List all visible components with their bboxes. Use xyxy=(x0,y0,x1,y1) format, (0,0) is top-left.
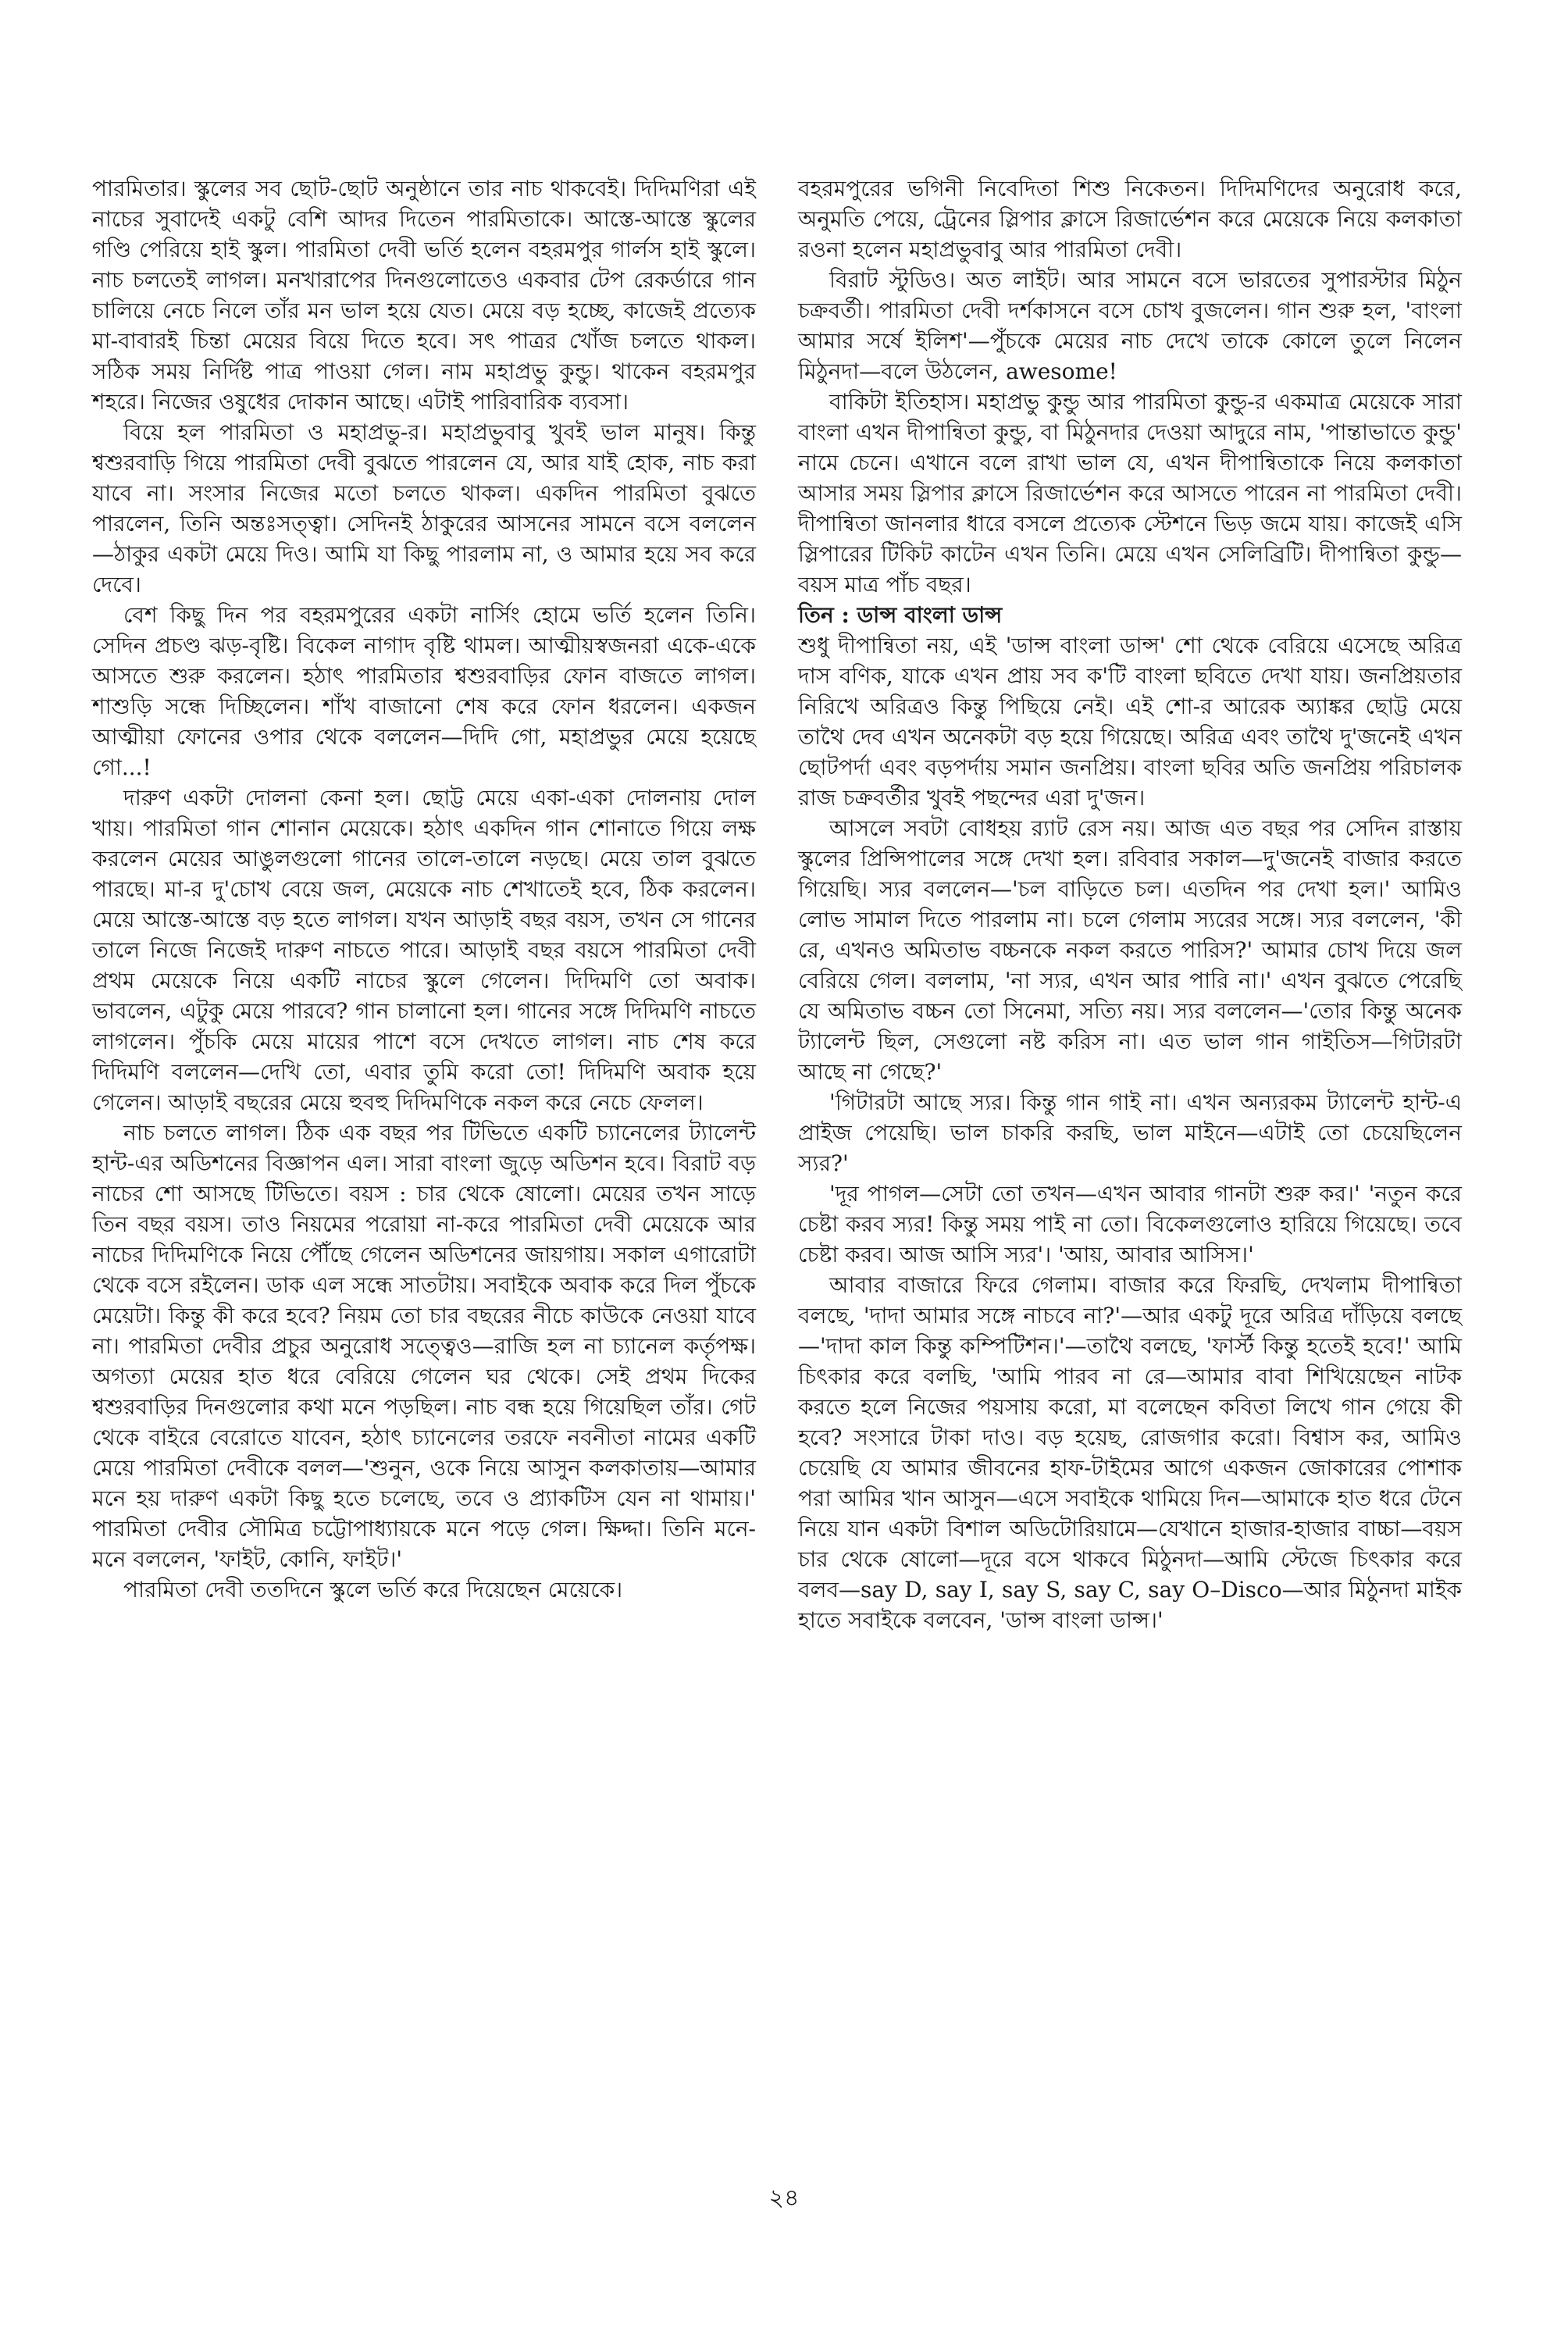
section-heading: তিন : ডান্স বাংলা ডান্স xyxy=(798,602,1003,628)
paragraph: 'গিটারটা আছে স্যর। কিন্তু গান গাই না। এখন অন্যরকম ট্যালেন্ট হান্ট-এ প্রাইজ পেয়েছি। ভাল চাকরি করছি, ভাল মাইনে—এটাই তো চেয়েছিলেন স্যর?' xyxy=(798,1089,1462,1176)
paragraph: বাকিটা ইতিহাস। মহাপ্রভু কুন্ডু আর পারমিতা কুন্ডু-র একমাত্র মেয়েকে সারা বাংলা এখন দীপান্বিতা কুন্ডু, বা মিঠুনদার দেওয়া আদুরে নাম, 'পান্তাভাতে কুন্ডু' নামে চেনে। এখানে বলে রাখা ভাল যে, এখন দীপান্বিতাকে নিয়ে কলকাতা আসার সময় স্লিপার ক্লাসে রিজার্ভেশন করে আসতে পারেন না পারমিতা দেবী। দীপান্বিতা জানলার ধারে বসলে প্রত্যেক স্টেশনে ভিড় জমে যায়। কাজেই এসি স্লিপারের টিকিট কাটেন এখন তিনি। মেয়ে এখন সেলিব্রিটি। দীপান্বিতা কুন্ডু—বয়স মাত্র পাঁচ বছর। xyxy=(798,389,1462,597)
right-column xyxy=(798,173,1462,1635)
paragraph: নাচ চলতে লাগল। ঠিক এক বছর পর টিভিতে একটি চ্যানেলের ট্যালেন্ট হান্ট-এর অডিশনের বিজ্ঞাপন এল। সারা বাংলা জুড়ে অডিশন হবে। বিরাট বড় নাচের শো আসছে টিভিতে। বয়স : চার থেকে ষোলো। মেয়ের তখন সাড়ে তিন বছর বয়স। তাও নিয়মের পরোয়া না-করে পারমিতা দেবী মেয়েকে আর নাচের দিদিমণিকে নিয়ে পৌঁছে গেলেন অডিশনের জায়গায়। সকাল এগারোটা থেকে বসে রইলেন। ডাক এল সন্ধে সাতটায়। সবাইকে অবাক করে দিল পুঁচকে মেয়েটা। কিন্তু কী করে হবে? নিয়ম তো চার বছরের নীচে কাউকে নেওয়া যাবে না। পারমিতা দেবীর প্রচুর অনুরোধ সত্ত্বেও—রাজি হল না চ্যানেল কর্তৃপক্ষ। অগত্যা মেয়ের হাত ধরে বেরিয়ে গেলেন ঘর থেকে। সেই প্রথম দিকের শ্বশুরবাড়ির দিনগুলোর কথা মনে পড়ছিল। নাচ বন্ধ হয়ে গিয়েছিল তাঁর। গেট থেকে বাইরে বেরোতে যাবেন, হঠাৎ চ্যানেলের তরফে নবনীতা নামের একটি মেয়ে পারমিতা দেবীকে বলল—'শুনুন, ওকে নিয়ে আসুন কলকাতায়—আমার মনে হয় দারুণ একটা কিছু হতে চলেছে, তবে ও প্র্যাকটিস যেন না থামায়।' পারমিতা দেবীর সৌমিত্র চট্টোপাধ্যায়কে মনে পড়ে গেল। ক্ষিদ্দা। তিনি মনে-মনে বললেন, 'ফাইট, কোনি, ফাইট।' xyxy=(92,1120,756,1572)
page-number: ২৪ xyxy=(768,2184,800,2212)
left-column xyxy=(92,173,756,1605)
paragraph: পারমিতা দেবী ততদিনে স্কুলে ভর্তি করে দিয়েছেন মেয়েকে। xyxy=(123,1577,623,1603)
paragraph: 'দূর পাগল—সেটা তো তখন—এখন আবার গানটা শুরু কর।' 'নতুন করে চেষ্টা করব স্যর! কিন্তু সময় পাই না তো। বিকেলগুলোও হারিয়ে গিয়েছে। তবে চেষ্টা করব। আজ আসি স্যর'। 'আয়, আবার আসিস।' xyxy=(798,1181,1462,1268)
paragraph: বিয়ে হল পারমিতা ও মহাপ্রভু-র। মহাপ্রভুবাবু খুবই ভাল মানুষ। কিন্তু শ্বশুরবাড়ি গিয়ে পারমিতা দেবী বুঝতে পারলেন যে, আর যাই হোক, নাচ করা যাবে না। সংসার নিজের মতো চলতে থাকল। একদিন পারমিতা বুঝতে পারলেন, তিনি অন্তঃসত্ত্বা। সেদিনই ঠাকুরের আসনের সামনে বসে বললেন—ঠাকুর একটা মেয়ে দিও। আমি যা কিছু পারলাম না, ও আমার হয়ে সব করে দেবে। xyxy=(92,419,756,597)
paragraph: বেশ কিছু দিন পর বহরমপুরের একটা নার্সিং হোমে ভর্তি হলেন তিনি। সেদিন প্রচণ্ড ঝড়-বৃষ্টি। বিকেল নাগাদ বৃষ্টি থামল। আত্মীয়স্বজনরা একে-একে আসতে শুরু করলেন। হঠাৎ পারমিতার শ্বশুরবাড়ির ফোন বাজতে লাগল। শাশুড়ি সন্ধে দিচ্ছিলেন। শাঁখ বাজানো শেষ করে ফোন ধরলেন। একজন আত্মীয়া ফোনের ওপার থেকে বললেন—দিদি গো, মহাপ্রভুর মেয়ে হয়েছে গো...! xyxy=(92,602,756,780)
paragraph: পারমিতার। স্কুলের সব ছোট-ছোট অনুষ্ঠানে তার নাচ থাকবেই। দিদিমণিরা এই নাচের সুবাদেই একটু বেশি আদর দিতেন পারমিতাকে। আস্তে-আস্তে স্কুলের গণ্ডি পেরিয়ে হাই স্কুল। পারমিতা দেবী ভর্তি হলেন বহরমপুর গার্লস হাই স্কুলে। নাচ চলতেই লাগল। মনখারাপের দিনগুলোতেও একবার টেপ রেকর্ডারে গান চালিয়ে নেচে নিলে তাঁর মন ভাল হয়ে যেত। মেয়ে বড় হচ্ছে, কাজেই প্রত্যেক মা-বাবারই চিন্তা মেয়ের বিয়ে দিতে হবে। সৎ পাত্রর খোঁজ চলতে থাকল। সঠিক সময় নির্দিষ্ট পাত্র পাওয়া গেল। নাম মহাপ্রভু কুন্ডু। থাকেন বহরমপুর শহরে। নিজের ওষুধের দোকান আছে। এটাই পারিবারিক ব্যবসা। xyxy=(92,176,756,415)
paragraph: বহরমপুরের ভগিনী নিবেদিতা শিশু নিকেতন। দিদিমণিদের অনুরোধ করে, অনুমতি পেয়ে, ট্রেনের স্লিপার ক্লাসে রিজার্ভেশন করে মেয়েকে নিয়ে কলকাতা রওনা হলেন মহাপ্রভুবাবু আর পারমিতা দেবী। xyxy=(798,176,1462,262)
paragraph: বিরাট স্টুডিও। অত লাইট। আর সামনে বসে ভারতের সুপারস্টার মিঠুন চক্রবর্তী। পারমিতা দেবী দর্শকাসনে বসে চোখ বুজলেন। গান শুরু হল, 'বাংলা আমার সর্ষে ইলিশ'—পুঁচকে মেয়ের নাচ দেখে তাকে কোলে তুলে নিলেন মিঠুনদা—বলে উঠলেন, awesome! xyxy=(798,267,1462,384)
paragraph: আবার বাজারে ফিরে গেলাম। বাজার করে ফিরছি, দেখলাম দীপান্বিতা বলছে, 'দাদা আমার সঙ্গে নাচবে না?'—আর একটু দূরে অরিত্র দাঁড়িয়ে বলছে—'দাদা কাল কিন্তু কম্পিটিশন।'—তাথৈ বলছে, 'ফার্স্ট কিন্তু হতেই হবে!' আমি চিৎকার করে বলছি, 'আমি পারব না রে—আমার বাবা শিখিয়েছেন নাটক করতে হলে নিজের পয়সায় করো, মা বলেছেন কবিতা লিখে গান গেয়ে কী হবে? সংসারে টাকা দাও। বড় হয়েছ, রোজগার করো। বিশ্বাস কর, আমিও চেয়েছি যে আমার জীবনের হাফ-টাইমের আগে একজন জোকারের পোশাক পরা আমির খান আসুন—এসে সবাইকে থামিয়ে দিন—আমাকে হাত ধরে টেনে নিয়ে যান একটা বিশাল অডিটোরিয়ামে—যেখানে হাজার-হাজার বাচ্চা—বয়স চার থেকে ষোলো—দূরে বসে থাকবে মিঠুনদা—আমি স্টেজে চিৎকার করে বলব—say D, say I, say S, say C, say O–Disco—আর মিঠুনদা মাইক হাতে সবাইকে বলবেন, 'ডান্স বাংলা ডান্স।' xyxy=(798,1272,1462,1633)
paragraph: শুধু দীপান্বিতা নয়, এই 'ডান্স বাংলা ডান্স' শো থেকে বেরিয়ে এসেছে অরিত্র দাস বণিক, যাকে এখন প্রায় সব ক'টি বাংলা ছবিতে দেখা যায়। জনপ্রিয়তার নিরিখে অরিত্রও কিন্তু পিছিয়ে নেই। এই শো-র আরেক অ্যাঙ্কর ছোট্ট মেয়ে তাথৈ দেব এখন অনেকটা বড় হয়ে গিয়েছে। অরিত্র এবং তাথৈ দু'জনেই এখন ছোটপর্দা এবং বড়পর্দায় সমান জনপ্রিয়। বাংলা ছবির অতি জনপ্রিয় পরিচালক রাজ চক্রবর্তীর খুবই পছন্দের এরা দু'জন। xyxy=(798,633,1462,811)
paragraph: দারুণ একটা দোলনা কেনা হল। ছোট্ট মেয়ে একা-একা দোলনায় দোল খায়। পারমিতা গান শোনান মেয়েকে। হঠাৎ একদিন গান শোনাতে গিয়ে লক্ষ করলেন মেয়ের আঙুলগুলো গানের তালে-তালে নড়ছে। মেয়ে তাল বুঝতে পারছে। মা-র দু'চোখ বেয়ে জল, মেয়েকে নাচ শেখাতেই হবে, ঠিক করলেন। মেয়ে আস্তে-আস্তে বড় হতে লাগল। যখন আড়াই বছর বয়স, তখন সে গানের তালে নিজে নিজেই দারুণ নাচতে পারে। আড়াই বছর বয়সে পারমিতা দেবী প্রথম মেয়েকে নিয়ে একটি নাচের স্কুলে গেলেন। দিদিমণি তো অবাক। ভাবলেন, এটুকু মেয়ে পারবে? গান চালানো হল। গানের সঙ্গে দিদিমণি নাচতে লাগলেন। পুঁচকি মেয়ে মায়ের পাশে বসে দেখতে লাগল। নাচ শেষ করে দিদিমণি বললেন—দেখি তো, এবার তুমি করো তো! দিদিমণি অবাক হয়ে গেলেন। আড়াই বছরের মেয়ে হুবহু দিদিমণিকে নকল করে নেচে ফেলল। xyxy=(92,785,756,1115)
paragraph: আসলে সবটা বোধহয় র‍্যাট রেস নয়। আজ এত বছর পর সেদিন রাস্তায় স্কুলের প্রিন্সিপালের সঙ্গে দেখা হল। রবিবার সকাল—দু'জনেই বাজার করতে গিয়েছি। স্যর বললেন—'চল বাড়িতে চল। এতদিন পর দেখা হল।' আমিও লোভ সামাল দিতে পারলাম না। চলে গেলাম স্যরের সঙ্গে। স্যর বললেন, 'কী রে, এখনও অমিতাভ বচ্চনকে নকল করতে পারিস?' আমার চোখ দিয়ে জল বেরিয়ে গেল। বললাম, 'না স্যর, এখন আর পারি না।' এখন বুঝতে পেরেছি যে অমিতাভ বচ্চন তো সিনেমা, সত্যি নয়। স্যর বললেন—'তোর কিন্তু অনেক ট্যালেন্ট ছিল, সেগুলো নষ্ট করিস না। এত ভাল গান গাইতিস—গিটারটা আছে না গেছে?' xyxy=(798,815,1462,1085)
